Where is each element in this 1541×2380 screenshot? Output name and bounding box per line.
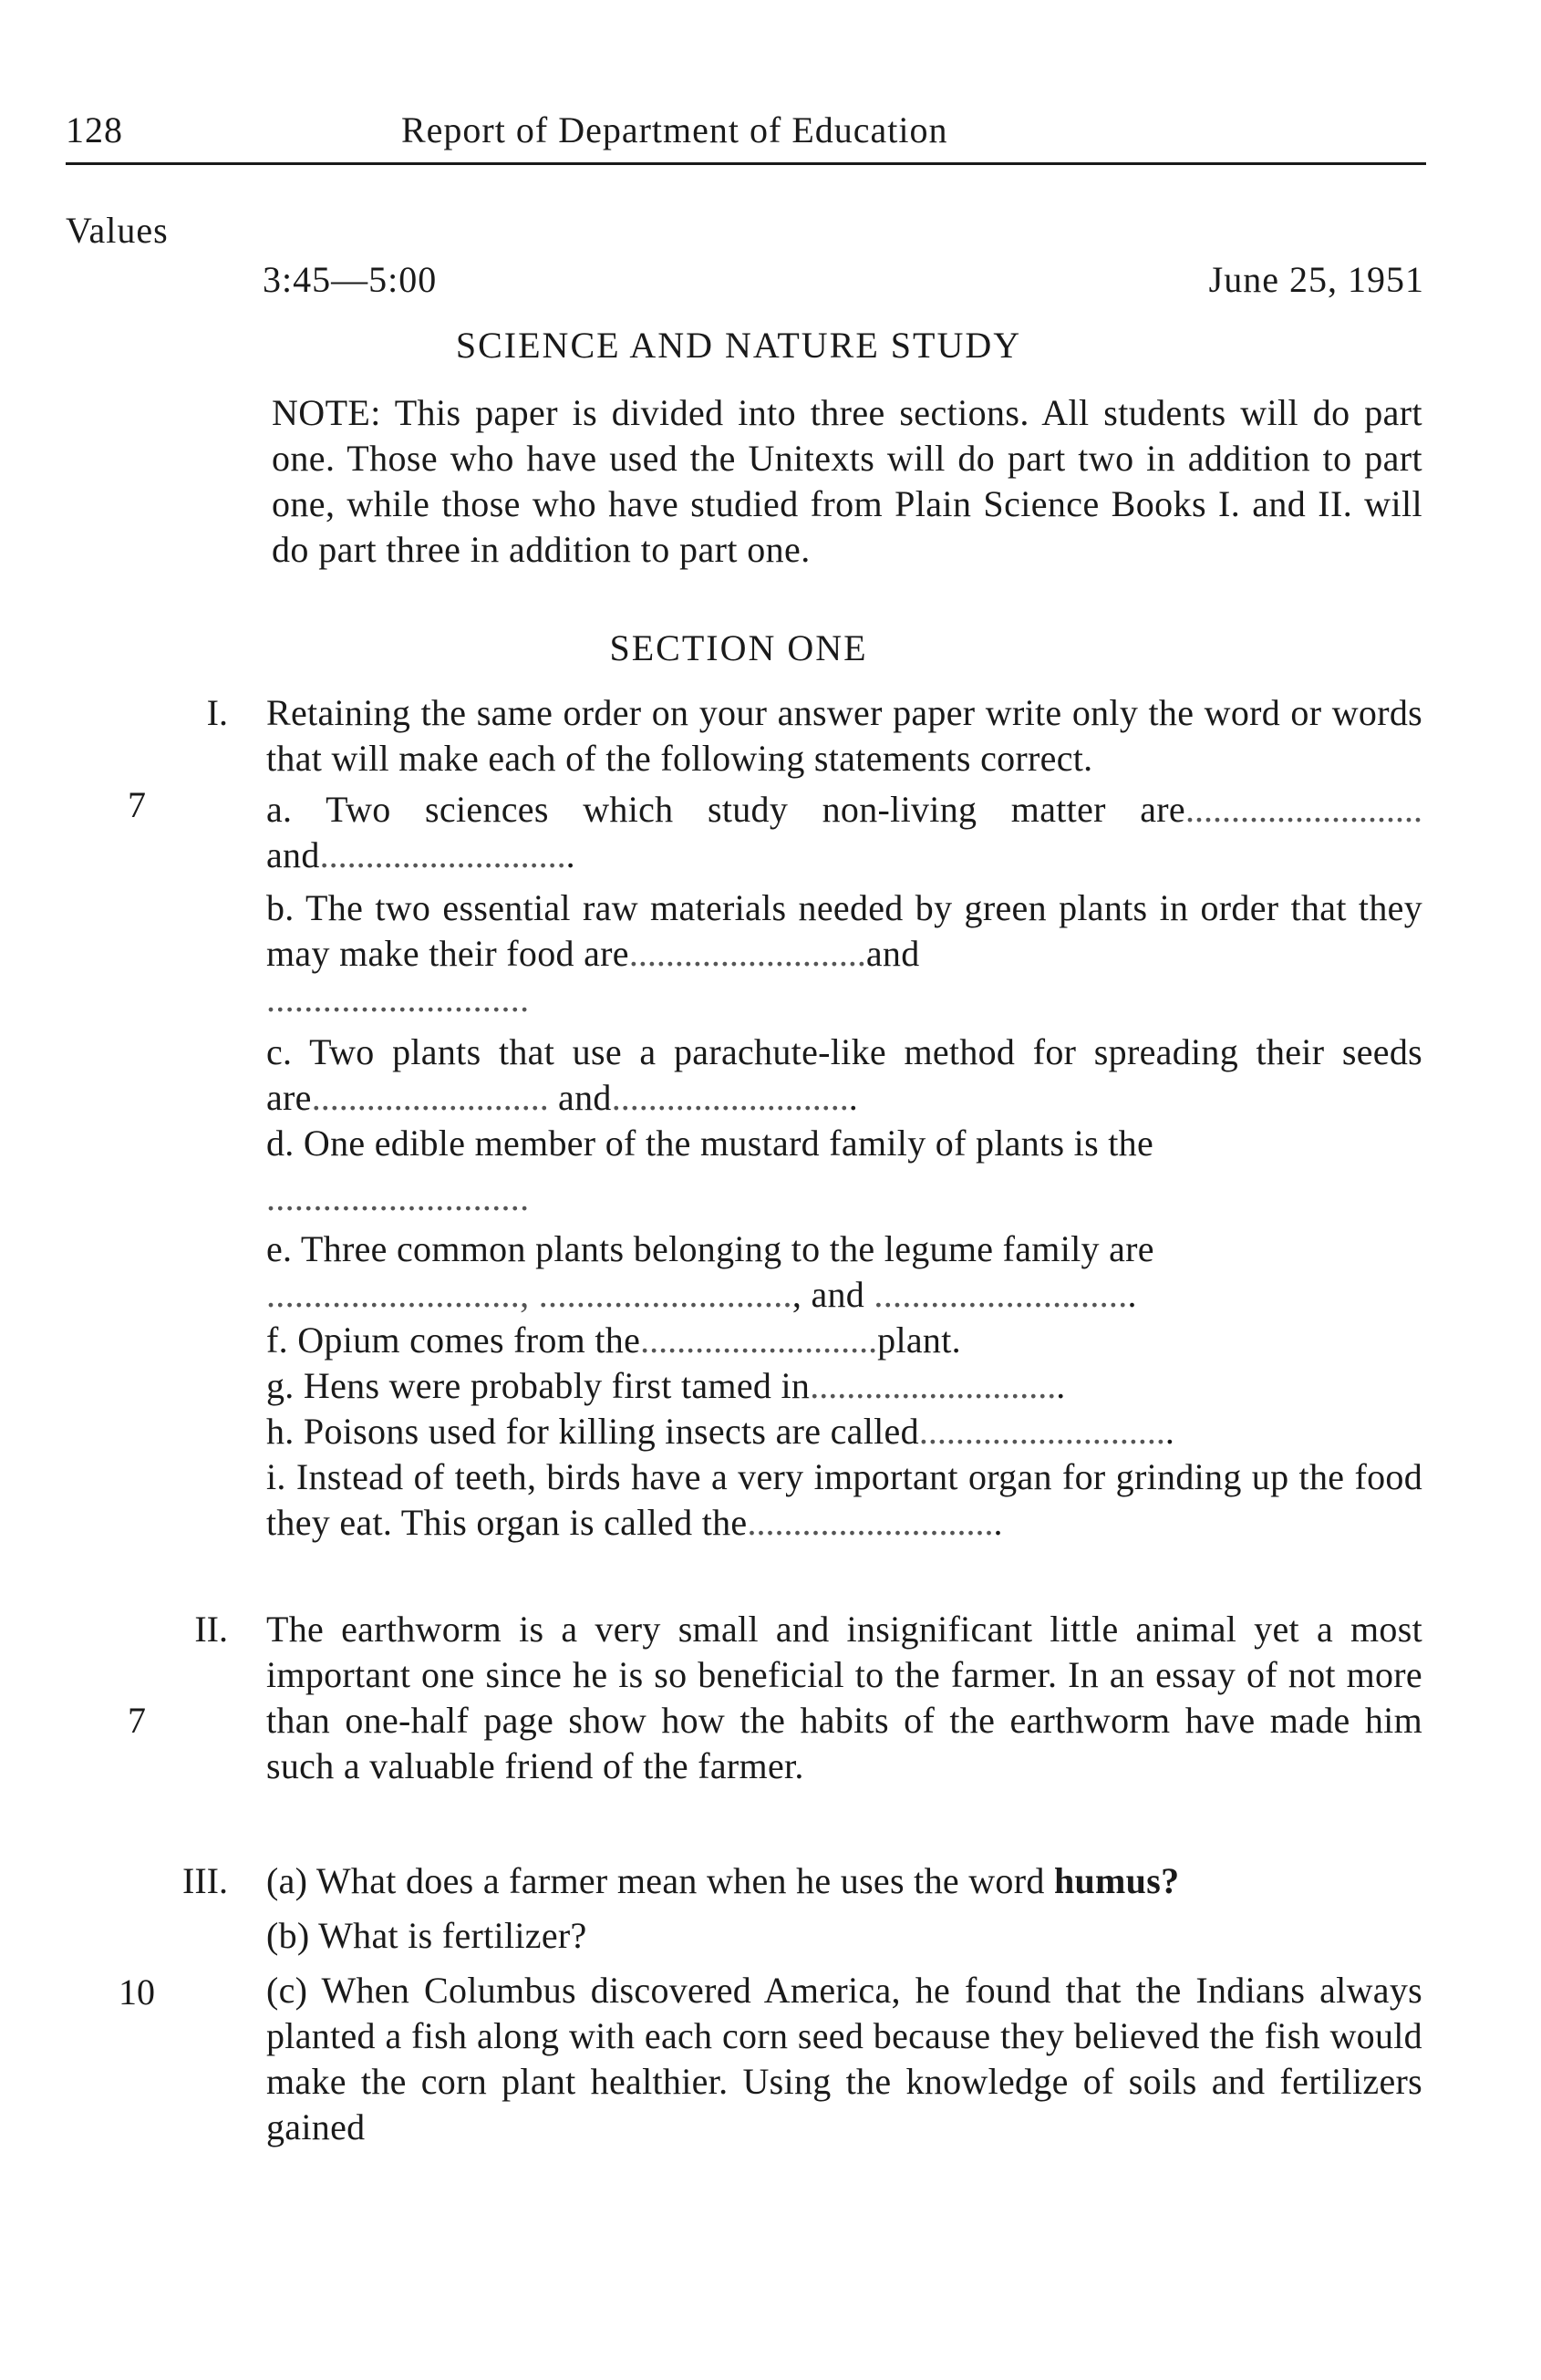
item-e-sep: ,	[520, 1274, 530, 1315]
question-3-a-term: humus?	[1053, 1860, 1180, 1901]
question-value-3: 10	[119, 1971, 155, 2013]
question-3-a-text: (a) What does a farmer mean when he uses the word	[266, 1860, 1045, 1901]
question-number-1: I.	[206, 692, 228, 733]
item-c	[266, 1030, 1422, 1121]
page-number: 128	[66, 109, 123, 150]
exam-title: SCIENCE AND NATURE STUDY	[455, 325, 1022, 366]
item-e-blank-3: ...........................	[874, 1274, 1128, 1315]
item-g	[266, 1363, 1422, 1409]
item-e-text: e. Three common plants belonging to the legume family are	[266, 1228, 1154, 1269]
question-3	[266, 1858, 1422, 2150]
item-h-end: .	[1164, 1411, 1175, 1452]
question-1	[266, 690, 1422, 1546]
item-a-blank-2: ...........................	[319, 834, 566, 875]
item-b-text: b. The two essential raw materials needed by green plants in order that they may make their food are	[266, 887, 1422, 974]
question-3-b: (b) What is fertilizer?	[266, 1915, 587, 1956]
exam-time: 3:45—5:00	[263, 259, 438, 300]
running-title: Report of Department of Education	[401, 109, 948, 150]
item-i	[266, 1454, 1422, 1546]
item-c-blank-2: ..........................	[611, 1077, 849, 1118]
page-header	[66, 108, 1424, 159]
question-1-instruction: Retaining the same order on your answer paper write only the word or words that will make each of the following statements correct.	[266, 692, 1422, 779]
item-a-text: a. Two sciences which study non-living matter are	[266, 789, 1185, 830]
item-e	[266, 1226, 1422, 1318]
question-value-1: 7	[128, 784, 146, 825]
item-a	[266, 787, 1422, 878]
item-g-end: .	[1056, 1365, 1066, 1406]
question-3-a	[266, 1858, 1422, 1904]
item-f	[266, 1318, 1422, 1363]
question-3-c: (c) When Columbus discovered America, he found that the Indians always planted a fish along with each corn seed because they believed the fish would make the corn plant healthier. Using the knowledge of soils and fertilizers gained	[266, 1970, 1422, 2147]
item-f-text: f. Opium comes from the	[266, 1319, 641, 1361]
item-b	[266, 885, 1422, 1022]
item-i-end: .	[993, 1502, 1003, 1543]
item-c-end: .	[848, 1077, 859, 1118]
item-c-and: and	[558, 1077, 612, 1118]
item-e-blank-1: ...........................	[266, 1274, 521, 1315]
question-value-2: 7	[128, 1700, 146, 1741]
item-b-end: .	[520, 978, 530, 1019]
item-a-end: .	[565, 834, 575, 875]
item-b-and: and	[865, 933, 920, 974]
item-d	[266, 1121, 1422, 1221]
item-d-end: .	[520, 1177, 530, 1218]
question-number-2: II.	[194, 1609, 228, 1650]
item-g-blank-1: ...........................	[810, 1365, 1057, 1406]
question-2: The earthworm is a very small and insignificant little animal yet a most important one since he is so beneficial to the farmer. In an essay of not more than one-half page show how the habits of the earthworm have made him such a valuable friend of the farmer.	[266, 1609, 1422, 1786]
item-i-blank-1: ...........................	[747, 1502, 994, 1543]
item-f-blank-1: ..........................	[640, 1319, 878, 1361]
exam-note: NOTE: This paper is divided into three sections. All students will do part one. Those who have used the Unitexts will do part two in addition to part one, while those who have studied from Plain Science Books I. and II. will do part three in addition to part one.	[272, 392, 1422, 570]
section-title: SECTION ONE	[609, 627, 868, 668]
item-e-and: , and	[791, 1274, 865, 1315]
item-b-blank-1: ..........................	[628, 933, 866, 974]
values-column-label: Values	[66, 210, 169, 251]
item-a-blank-1: ..........................	[1185, 789, 1422, 830]
item-d-text: d. One edible member of the mustard family of plants is the	[266, 1123, 1154, 1164]
item-e-end: .	[1127, 1274, 1137, 1315]
item-a-and: and	[266, 834, 320, 875]
item-e-blank-2: ...........................	[538, 1274, 792, 1315]
question-number-3: III.	[182, 1860, 228, 1901]
item-h-text: h. Poisons used for killing insects are called	[266, 1411, 919, 1452]
item-f-end: plant.	[877, 1319, 961, 1361]
exam-date: June 25, 1951	[1208, 259, 1424, 300]
item-g-text: g. Hens were probably first tamed in	[266, 1365, 811, 1406]
header-rule	[66, 162, 1426, 165]
item-i-text: i. Instead of teeth, birds have a very important organ for grinding up the food they eat. This organ is called the	[266, 1456, 1422, 1543]
item-b-blank-2: ...........................	[266, 978, 521, 1019]
item-d-blank-1: ...........................	[266, 1177, 521, 1218]
item-c-text: c. Two plants that use a parachute-like method for spreading their seeds are	[266, 1031, 1422, 1118]
item-h	[266, 1409, 1422, 1454]
item-h-blank-1: ...........................	[918, 1411, 1165, 1452]
item-c-blank-1: ..........................	[311, 1077, 549, 1118]
